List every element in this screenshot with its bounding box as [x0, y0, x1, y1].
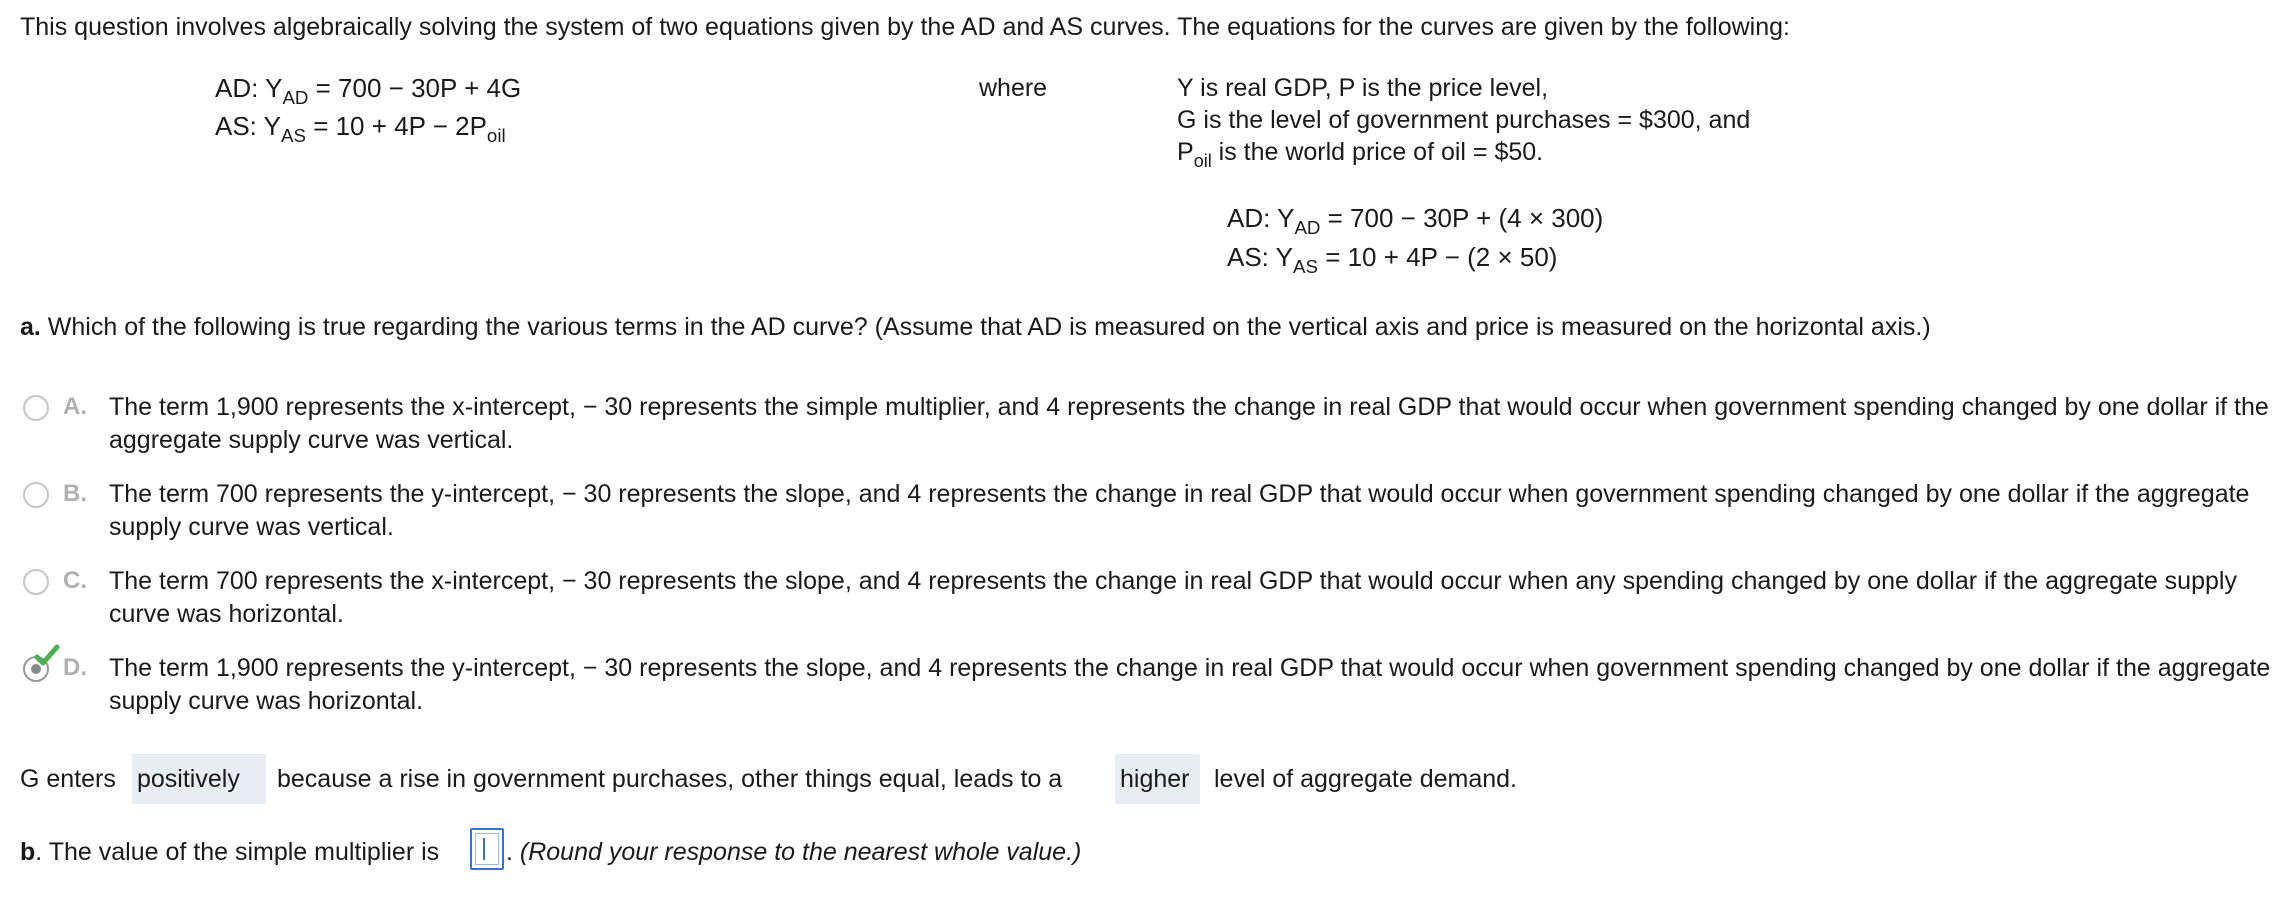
multiplier-answer-input[interactable]	[470, 828, 504, 870]
definition-line-3: $P_{oil}$ is the world price of oil = $50.	[1177, 138, 1544, 171]
option-letter: B.	[63, 480, 87, 507]
as-substituted-equation: AS: $Y_{AS} = 10 + 4P - (2 \times 50)$	[1227, 242, 1558, 278]
option-c[interactable]	[20, 565, 2276, 635]
option-letter: C.	[63, 567, 87, 594]
sentence-part-1: G enters	[20, 765, 116, 793]
option-b[interactable]	[20, 478, 2276, 548]
option-text: The term 700 represents the x-intercept, − 30 represents the slope, and 4 represents the change in real GDP that would occur when any spending changed by one dollar if the aggregate supply curve was horizontal.	[109, 567, 2237, 628]
sentence-part-2: because a rise in government purchases, other things equal, leads to a	[277, 765, 1063, 793]
radio-a[interactable]	[23, 395, 49, 421]
checkmark-icon	[33, 642, 61, 670]
radio-b[interactable]	[23, 482, 49, 508]
where-label: where	[979, 74, 1048, 102]
part-b-hint: . (Round your response to the nearest whole value.)	[506, 838, 1082, 866]
option-letter: A.	[63, 393, 87, 420]
part-a-question: a. Which of the following is true regarding the various terms in the AD curve? (Assume that AD is measured on the vertical axis and price is measured on the horizontal axis.)	[20, 313, 1931, 341]
ad-substituted-equation: AD: $Y_{AD} = 700 - 30P + (4 \times 300)$	[1227, 203, 1604, 239]
as-equation: AS: $Y_{AS} = 10 + 4P - 2P_{oil}$	[215, 111, 506, 147]
g-effect-dropdown[interactable]: positively	[132, 754, 266, 804]
definition-line-2: G is the level of government purchases = $300, and	[1177, 106, 1751, 134]
answer-input-inner	[475, 833, 499, 865]
definition-line-1: Y is real GDP, P is the price level,	[1177, 74, 1549, 102]
option-d[interactable]	[20, 652, 2276, 722]
option-text: The term 700 represents the y-intercept, − 30 represents the slope, and 4 represents the change in real GDP that would occur when government spending changed by one dollar if the aggregate supply curve was vertical.	[109, 480, 2250, 541]
option-text: The term 1,900 represents the x-intercept, − 30 represents the simple multiplier, and 4 represents the change in real GDP that would occur when government spending changed by one dollar if the aggregate supply curve was vertical.	[109, 393, 2269, 454]
option-text: The term 1,900 represents the y-intercept, − 30 represents the slope, and 4 represents the change in real GDP that would occur when government spending changed by one dollar if the aggregate supply curve was horizontal.	[109, 654, 2271, 715]
ad-equation: AD: $Y_{AD} = 700 - 30P + 4G$	[215, 73, 522, 109]
demand-level-dropdown[interactable]: higher	[1115, 754, 1200, 804]
sentence-part-3: level of aggregate demand.	[1214, 765, 1517, 793]
text-caret	[483, 838, 485, 860]
intro-text: This question involves algebraically solving the system of two equations given by the AD and AS curves. The equations for the curves are given by the following:	[20, 13, 1790, 41]
part-b-question: b. The value of the simple multiplier is	[20, 838, 440, 866]
option-a[interactable]	[20, 391, 2276, 461]
option-letter: D.	[63, 654, 87, 681]
radio-c[interactable]	[23, 569, 49, 595]
